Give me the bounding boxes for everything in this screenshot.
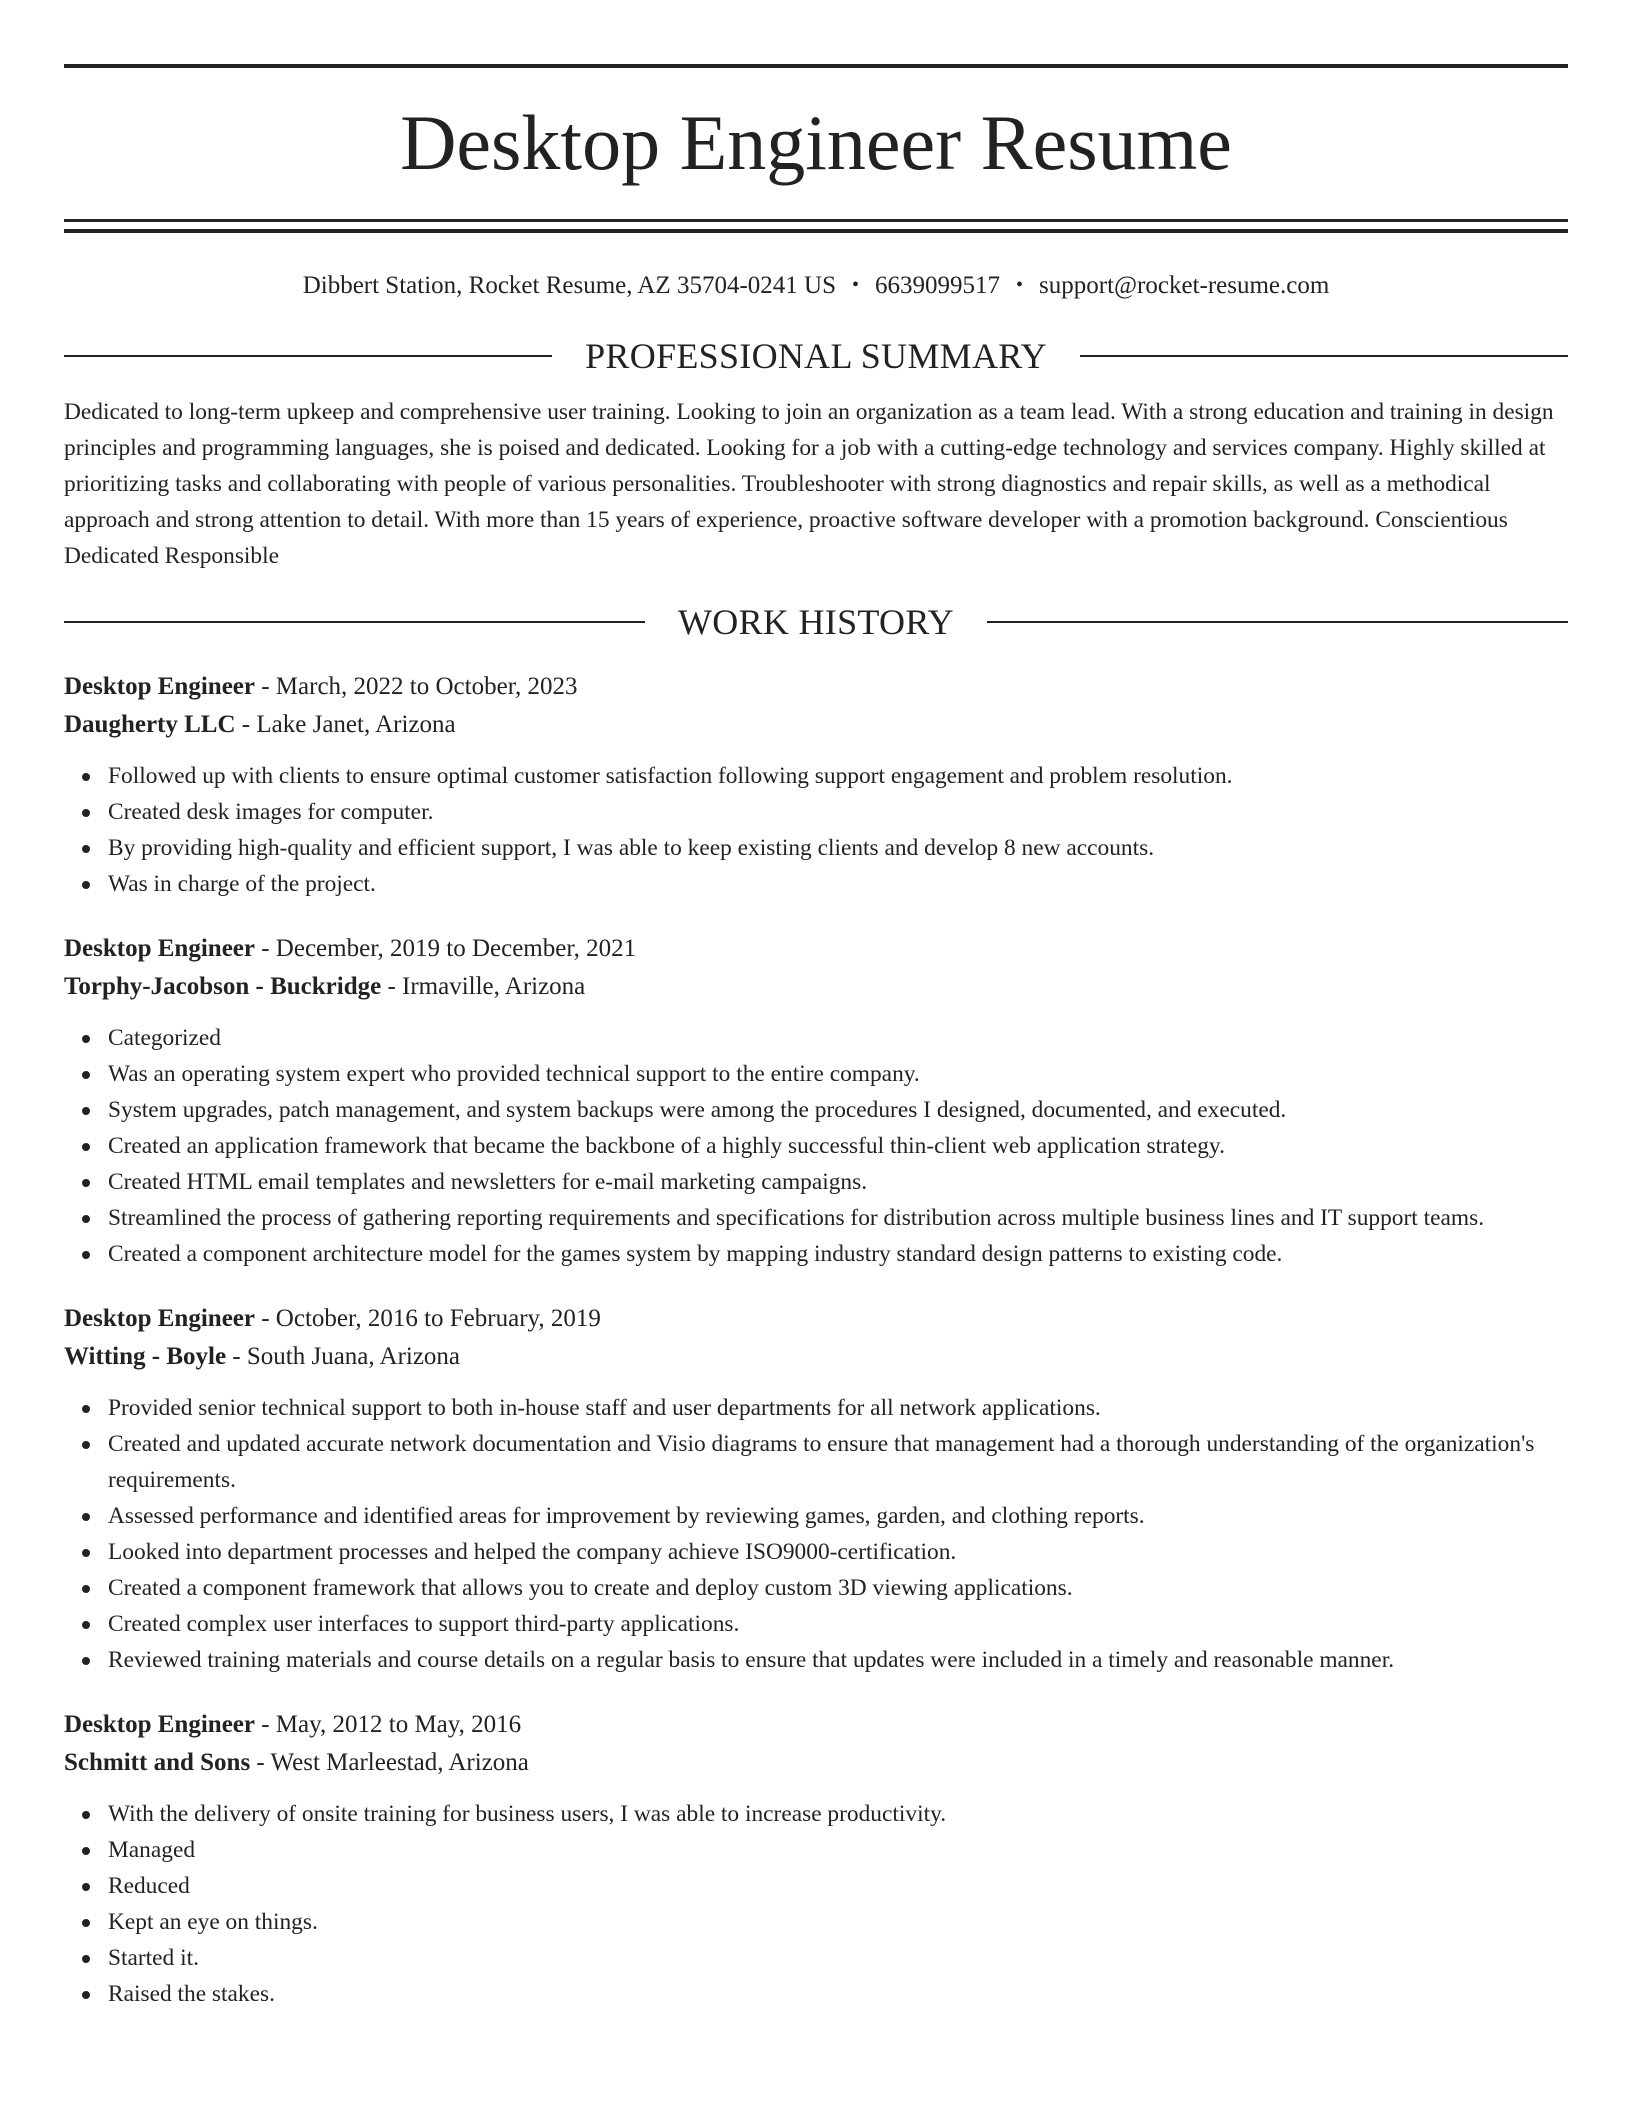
job-title-line <box>64 1706 1568 1744</box>
job-bullets <box>64 1020 1568 1272</box>
job-bullet: Assessed performance and identified areas for improvement by reviewing games, garden, and clothing reports. <box>108 1498 1568 1534</box>
contact-phone: 6639099517 <box>875 272 1000 299</box>
job-title-line <box>64 668 1568 706</box>
title-double-rule <box>64 219 1568 233</box>
summary-section-heading <box>64 334 1568 378</box>
job-bullet: Managed <box>108 1832 1568 1868</box>
work-section-heading <box>64 600 1568 644</box>
job-entry <box>64 668 1568 902</box>
job-dates: - May, 2012 to May, 2016 <box>254 1711 522 1738</box>
job-bullet: Started it. <box>108 1940 1568 1976</box>
job-bullet: Was in charge of the project. <box>108 866 1568 902</box>
job-bullet: Was an operating system expert who provided technical support to the entire company. <box>108 1056 1568 1092</box>
contact-email: support@rocket-resume.com <box>1039 272 1330 299</box>
job-bullet: Created a component architecture model for the games system by mapping industry standard design patterns to existing code. <box>108 1236 1568 1272</box>
job-location: - Irmaville, Arizona <box>381 973 586 1000</box>
job-company: Witting - Boyle <box>64 1343 227 1370</box>
job-bullets <box>64 758 1568 902</box>
summary-heading-label: PROFESSIONAL SUMMARY <box>585 336 1047 376</box>
job-title: Desktop Engineer <box>64 1305 255 1332</box>
job-company-line <box>64 1338 1568 1376</box>
resume-page <box>64 64 1568 2012</box>
heading-rule-left <box>64 621 645 623</box>
job-bullet: Kept an eye on things. <box>108 1904 1568 1940</box>
top-rule <box>64 64 1568 68</box>
contact-separator: • <box>1016 274 1024 296</box>
job-title-line <box>64 930 1568 968</box>
job-bullet: Created and updated accurate network documentation and Visio diagrams to ensure that management had a thorough understanding of the organization's requirements. <box>108 1426 1568 1498</box>
job-bullet: Provided senior technical support to both in-house staff and user departments for all network applications. <box>108 1390 1568 1426</box>
job-company-line <box>64 1744 1568 1782</box>
job-bullets <box>64 1796 1568 2012</box>
job-bullet: Created desk images for computer. <box>108 794 1568 830</box>
job-bullet: Created complex user interfaces to support third-party applications. <box>108 1606 1568 1642</box>
job-entry <box>64 930 1568 1272</box>
job-bullet: Reduced <box>108 1868 1568 1904</box>
job-location: - South Juana, Arizona <box>226 1343 461 1370</box>
job-location: - Lake Janet, Arizona <box>235 711 456 738</box>
job-bullet: Created an application framework that became the backbone of a highly successful thin-client web application strategy. <box>108 1128 1568 1164</box>
contact-address: Dibbert Station, Rocket Resume, AZ 35704-0241 US <box>302 272 836 299</box>
job-dates: - December, 2019 to December, 2021 <box>254 935 637 962</box>
job-bullet: By providing high-quality and efficient support, I was able to keep existing clients and develop 8 new accounts. <box>108 830 1568 866</box>
job-entry <box>64 1706 1568 2012</box>
job-company-line <box>64 706 1568 744</box>
job-bullets <box>64 1390 1568 1678</box>
job-bullet: Created a component framework that allows you to create and deploy custom 3D viewing applications. <box>108 1570 1568 1606</box>
work-heading-label: WORK HISTORY <box>678 602 954 642</box>
job-dates: - March, 2022 to October, 2023 <box>254 673 578 700</box>
summary-text: Dedicated to long-term upkeep and comprehensive user training. Looking to join an organization as a team lead. With a strong education and training in design principles and programming languages, she is poised and dedicated. Looking for a job with a cutting-edge technology and services company. Highly skilled at prioritizing tasks and collaborating with people of various personalities. Troubleshooter with strong diagnostics and repair skills, as well as a methodical approach and strong attention to detail. With more than 15 years of experience, proactive software developer with a promotion background. Conscientious Dedicated Responsible <box>64 399 1554 569</box>
job-company: Schmitt and Sons <box>64 1749 251 1776</box>
page-title: Desktop Engineer Resume <box>400 99 1232 186</box>
job-bullet: System upgrades, patch management, and system backups were among the procedures I designed, documented, and executed. <box>108 1092 1568 1128</box>
job-bullet: Raised the stakes. <box>108 1976 1568 2012</box>
contact-separator: • <box>851 274 859 296</box>
job-location: - West Marleestad, Arizona <box>250 1749 529 1776</box>
job-bullet: Followed up with clients to ensure optimal customer satisfaction following support engagement and problem resolution. <box>108 758 1568 794</box>
job-company-line <box>64 968 1568 1006</box>
job-title: Desktop Engineer <box>64 935 255 962</box>
job-bullet: With the delivery of onsite training for business users, I was able to increase productivity. <box>108 1796 1568 1832</box>
job-bullet: Looked into department processes and helped the company achieve ISO9000-certification. <box>108 1534 1568 1570</box>
heading-rule-right <box>1080 355 1568 357</box>
work-history-list <box>64 668 1568 2012</box>
job-entry <box>64 1300 1568 1678</box>
job-dates: - October, 2016 to February, 2019 <box>254 1305 601 1332</box>
job-company: Torphy-Jacobson - Buckridge <box>64 973 382 1000</box>
job-bullet: Streamlined the process of gathering reporting requirements and specifications for distribution across multiple business lines and IT support teams. <box>108 1200 1568 1236</box>
heading-rule-left <box>64 355 552 357</box>
contact-line <box>64 267 1568 304</box>
job-title: Desktop Engineer <box>64 1711 255 1738</box>
heading-rule-right <box>987 621 1568 623</box>
job-bullet: Categorized <box>108 1020 1568 1056</box>
job-company: Daugherty LLC <box>64 711 236 738</box>
job-title: Desktop Engineer <box>64 673 255 700</box>
job-title-line <box>64 1300 1568 1338</box>
job-bullet: Reviewed training materials and course details on a regular basis to ensure that updates were included in a timely and reasonable manner. <box>108 1642 1568 1678</box>
job-bullet: Created HTML email templates and newsletters for e-mail marketing campaigns. <box>108 1164 1568 1200</box>
